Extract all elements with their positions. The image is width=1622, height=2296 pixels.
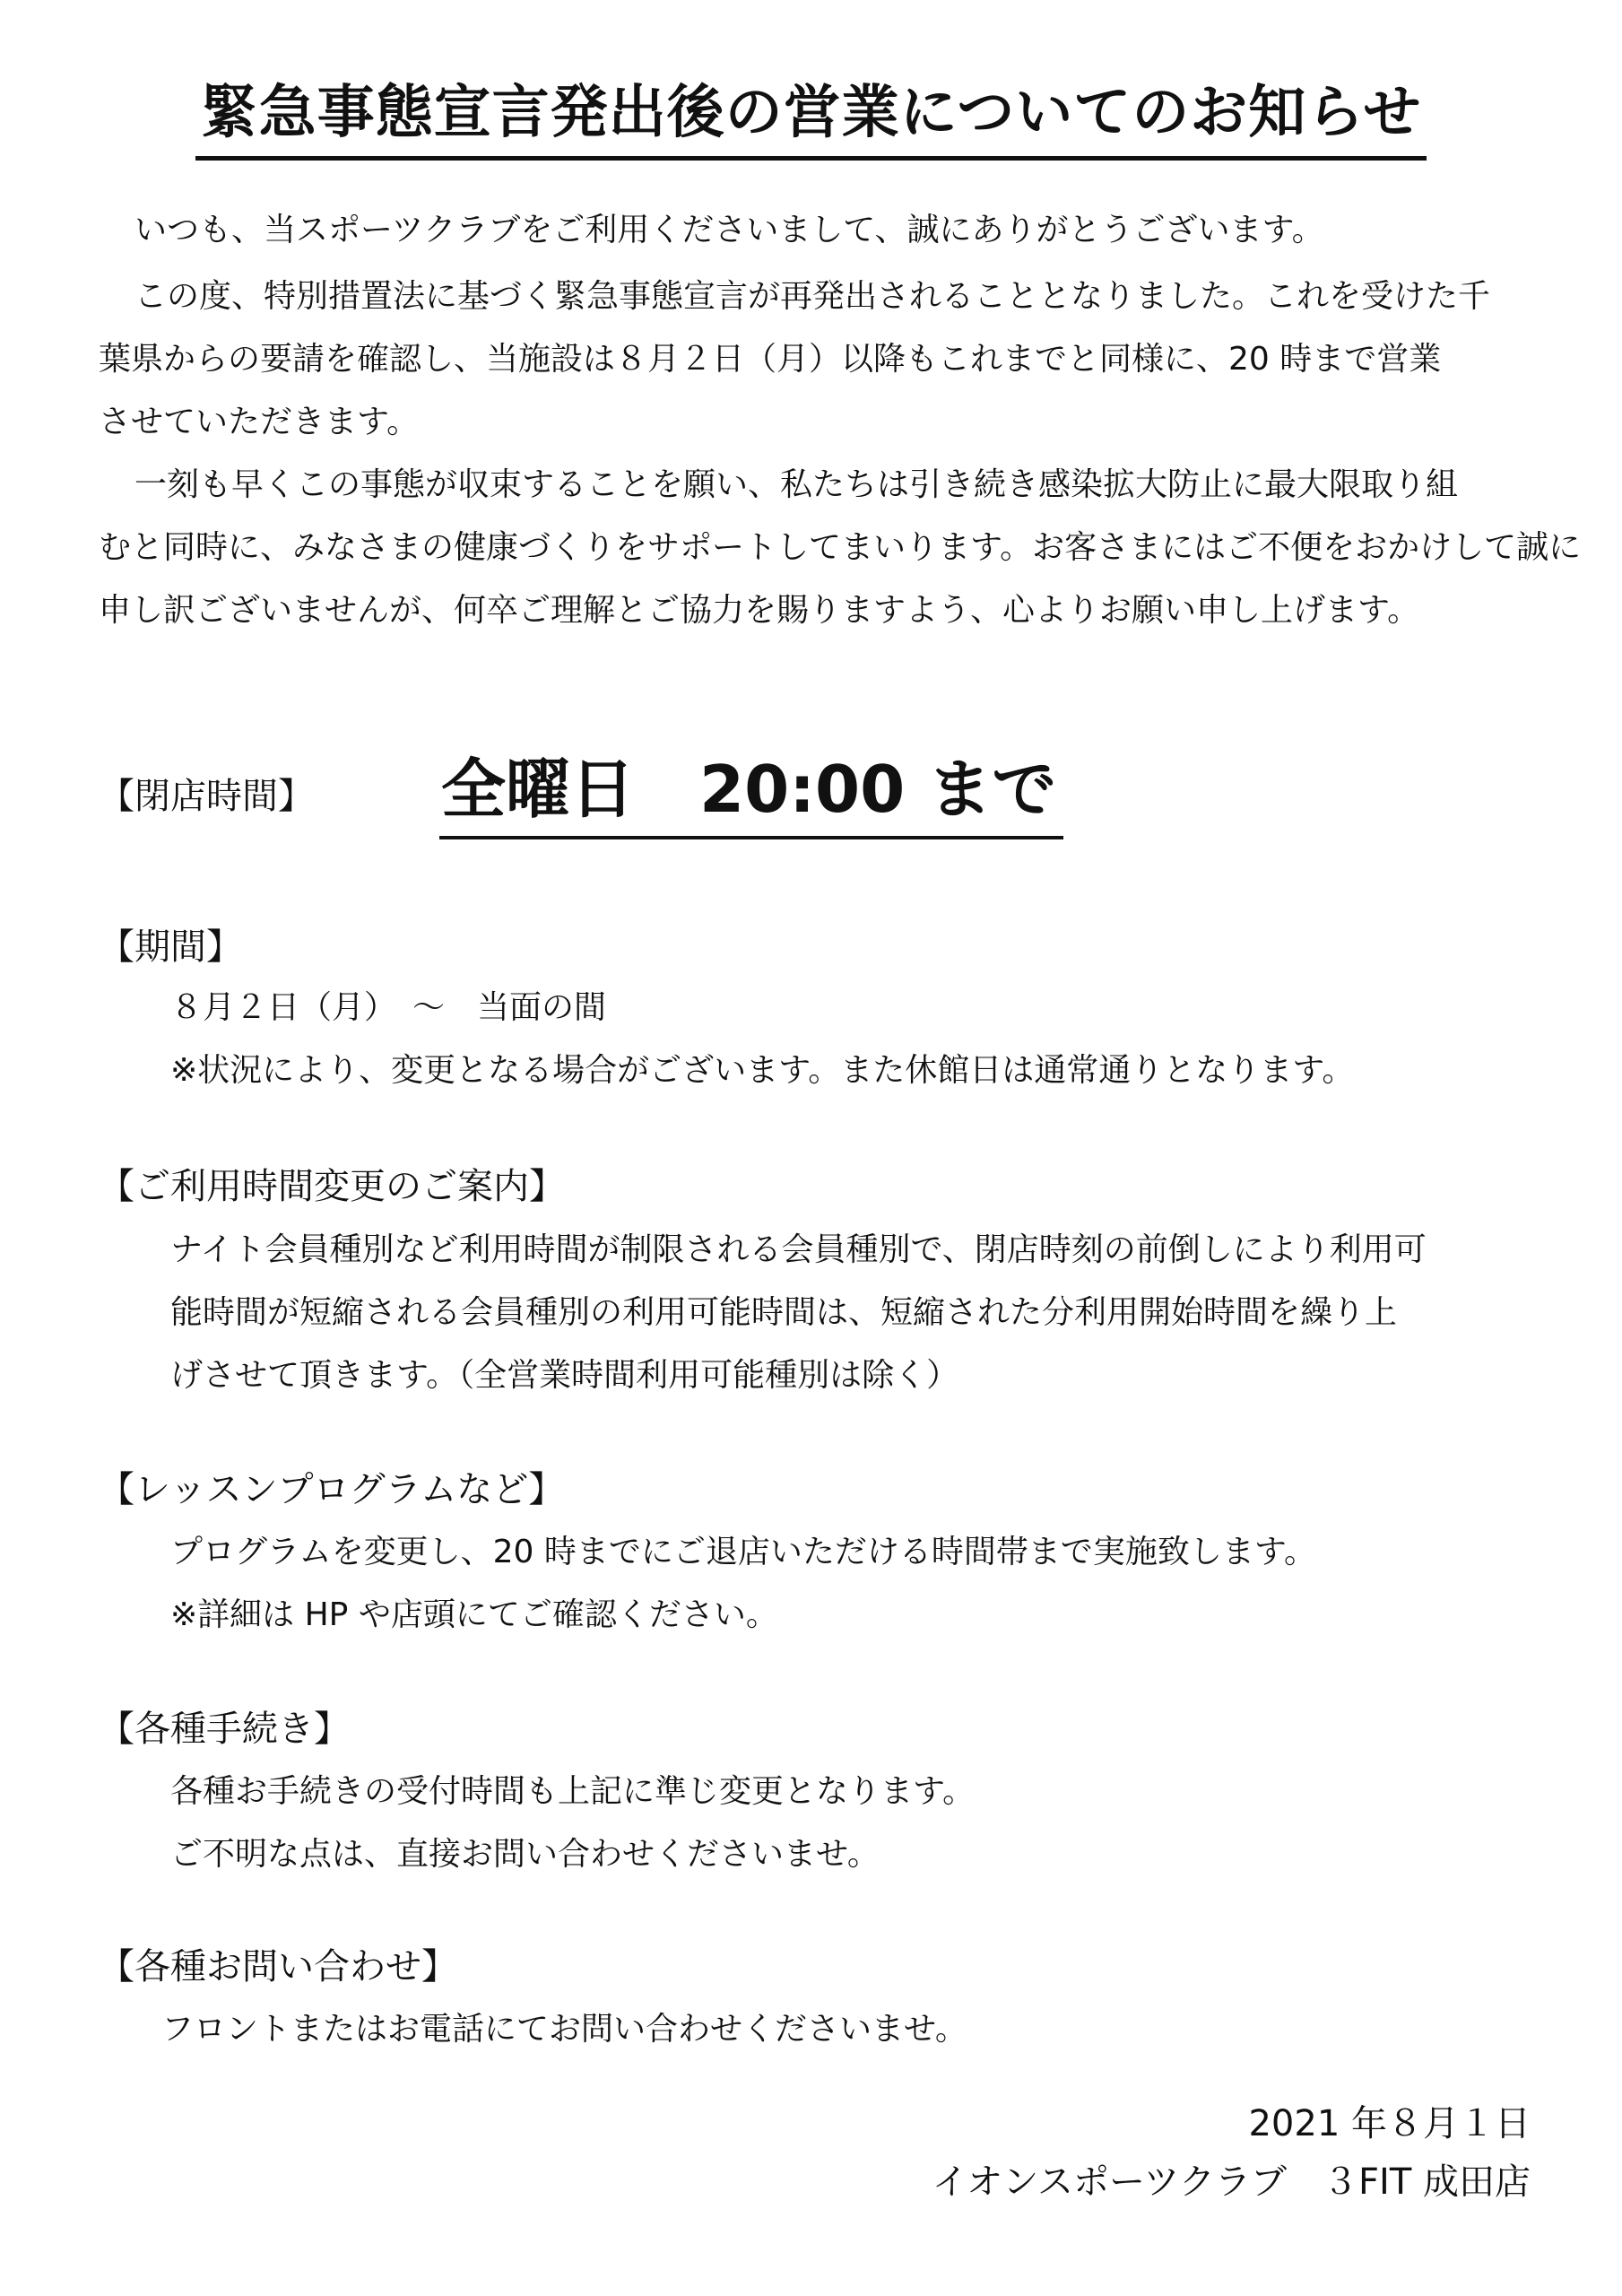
intro-paragraph-1: いつも、当スポーツクラブをご利用くださいまして、誠にありがとうございます。 (134, 212, 1324, 248)
notice-title (0, 72, 1622, 161)
period-line-2: ※状況により、変更となる場合がございます。また休館日は通常通りとなります。 (170, 1052, 1355, 1089)
section-heading-inquiries: 【各種お問い合わせ】 (99, 1946, 457, 1987)
notice-title-text: 緊急事態宣言発出後の営業についてのお知らせ (195, 72, 1427, 161)
usage-line-1: ナイト会員種別など利用時間が制限される会員種別で、閉店時刻の前倒しにより利用可 (170, 1231, 1427, 1268)
closing-time: 20:00 まで (699, 752, 1057, 827)
intro-paragraph-3-line-3: 申し訳ございませんが、何卒ご理解とご協力を賜りますよう、心よりお願い申し上げます。 (99, 592, 1420, 629)
intro-paragraph-2-line-3: させていただきます。 (99, 404, 420, 440)
lessons-line-2: ※詳細は HP や店頭にてご確認ください。 (170, 1596, 778, 1633)
section-heading-lessons: 【レッスンプログラムなど】 (99, 1469, 565, 1510)
notice-date: 2021 年８月１日 (1248, 2103, 1531, 2144)
closing-time-value (439, 744, 1063, 839)
period-line-1: ８月２日（月） ～ 当面の間 (170, 989, 607, 1026)
procedures-line-1: 各種お手続きの受付時間も上記に準じ変更となります。 (170, 1773, 976, 1810)
usage-line-2: 能時間が短縮される会員種別の利用可能時間は、短縮された分利用開始時間を繰り上 (170, 1294, 1398, 1331)
inquiries-line-1: フロントまたはお電話にてお問い合わせくださいませ。 (161, 2011, 967, 2048)
intro-paragraph-2-line-2: 葉県からの要請を確認し、当施設は８月２日（月）以降もこれまでと同様に、20 時まで営業 (99, 341, 1442, 378)
closing-time-label: 【閉店時間】 (99, 776, 314, 817)
usage-line-3: げさせて頂きます。（全営業時間利用可能種別は除く） (170, 1357, 959, 1394)
intro-paragraph-3-line-1: 一刻も早くこの事態が収束することを願い、私たちは引き続き感染拡大防止に最大限取り組 (134, 466, 1459, 503)
intro-paragraph-2-line-1: この度、特別措置法に基づく緊急事態宣言が再発出されることとなりました。これを受けた千 (134, 278, 1491, 315)
section-heading-procedures: 【各種手続き】 (99, 1709, 350, 1750)
closing-days: 全曜日 (441, 752, 636, 827)
section-heading-period: 【期間】 (99, 926, 242, 968)
intro-paragraph-3-line-2: むと同時に、みなさまの健康づくりをサポートしてまいります。お客さまにはご不便をおかけして誠に (99, 529, 1582, 566)
lessons-line-1: プログラムを変更し、20 時までにご退店いただける時間帯まで実施致します。 (170, 1534, 1317, 1570)
store-name: イオンスポーツクラブ ３FIT 成田店 (932, 2161, 1531, 2203)
procedures-line-2: ご不明な点は、直接お問い合わせくださいませ。 (170, 1836, 880, 1873)
section-heading-usage: 【ご利用時間変更のご案内】 (99, 1166, 565, 1207)
